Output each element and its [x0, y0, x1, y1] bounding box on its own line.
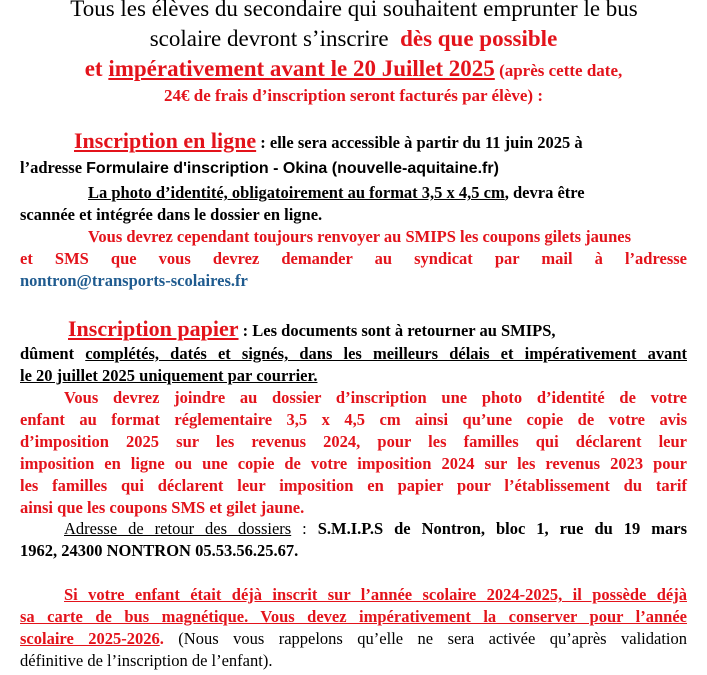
paper-section-first-line: [68, 316, 556, 342]
intro-line-3-prefix: et: [84, 56, 109, 81]
intro-line-3: [0, 56, 707, 82]
intro-line-2: [0, 26, 707, 52]
paper-address-label: Adresse de retour des dossiers: [64, 519, 292, 538]
paper-address-line-1: [64, 519, 687, 539]
online-photo-requirement: La photo d’identité, obligatoirement au format 3,5 x 4,5 cm: [88, 183, 505, 202]
paper-address-line-2: 1962, 24300 NONTRON 05.53.56.25.67.: [20, 541, 299, 560]
online-availability: : elle sera accessible à partir du 11 juin 2025 à: [256, 133, 583, 152]
intro-line-3-suffix: (après cette date,: [494, 61, 623, 80]
paper-red-line-2: enfant au format réglementaire 3,5 x 4,5 cm ainsi qu’une copie de votre avis: [20, 410, 687, 429]
intro-fees-line: 24€ de frais d’inscription seront facturés par élève) :: [164, 86, 543, 105]
online-address-prefix: l’adresse: [20, 158, 87, 177]
card-line-4: définitive de l’inscription de l’enfant).: [20, 651, 273, 670]
card-line-3: [20, 629, 687, 649]
online-heading: Inscription en ligne: [74, 128, 257, 153]
online-photo-rest: , devra être: [504, 183, 585, 202]
paper-red-line-3: d’imposition 2025 sur les revenus 2024, pour les familles qui déclarent leur: [20, 432, 687, 451]
card-line-3-rest: (Nous vous rappelons qu’elle ne sera activée qu’après validation: [163, 629, 687, 648]
card-line-3-dot: .: [159, 629, 164, 648]
paper-address-part-1: S.M.I.P.S de Nontron, bloc 1, rue du 19 mars: [317, 519, 687, 538]
intro-deadline-date: impérativement avant le 20 Juillet 2025: [108, 56, 495, 81]
online-photo-line: [88, 183, 585, 203]
paper-red-line-1: Vous devrez joindre au dossier d’inscription une photo d’identité de votre: [64, 388, 687, 407]
paper-red-line-4: imposition en ligne ou une copie de votre imposition 2024 sur les revenus 2023 pour: [20, 454, 687, 473]
paper-conditions-prefix: dûment: [20, 344, 86, 363]
paper-red-line-6: ainsi que les coupons SMS et gilet jaune.: [20, 498, 305, 517]
card-school-year: scolaire 2025-2026: [20, 629, 160, 648]
paper-deadline-line: le 20 juillet 2025 uniquement par courrier.: [20, 366, 318, 385]
paper-heading: Inscription papier: [68, 316, 239, 341]
card-line-2: sa carte de bus magnétique. Vous devez impérativement la conserver pour l’année: [20, 607, 687, 626]
online-warning-line-2: et SMS que vous devrez demander au syndicat par mail à l’adresse: [20, 249, 687, 268]
paper-red-line-5: les familles qui déclarent leur imposition en papier pour l’établissement du tarif: [20, 476, 687, 495]
paper-return-info: : Les documents sont à retourner au SMIPS,: [238, 321, 556, 340]
paper-conditions-line: [20, 344, 687, 364]
online-address-line: [20, 158, 499, 178]
online-form-link[interactable]: Formulaire d'inscription - Okina (nouvelle-aquitaine.fr): [86, 160, 499, 177]
intro-line-1: Tous les élèves du secondaire qui souhaitent emprunter le bus: [70, 0, 638, 21]
paper-address-separator: :: [291, 519, 318, 538]
intro-line-2-text: scolaire devront s’inscrire: [149, 26, 389, 51]
online-warning-line-1: Vous devrez cependant toujours renvoyer au SMIPS les coupons gilets jaunes: [88, 227, 632, 246]
online-section-first-line: [74, 128, 583, 154]
card-line-1: Si votre enfant était déjà inscrit sur l’année scolaire 2024-2025, il possède déjà: [64, 585, 687, 604]
paper-conditions-underlined: complétés, datés et signés, dans les meilleurs délais et impérativement avant: [85, 344, 687, 363]
online-contact-email[interactable]: nontron@transports-scolaires.fr: [20, 271, 248, 290]
online-photo-line-2: scannée et intégrée dans le dossier en ligne.: [20, 205, 323, 224]
intro-deadline-asap: dès que possible: [400, 26, 558, 51]
